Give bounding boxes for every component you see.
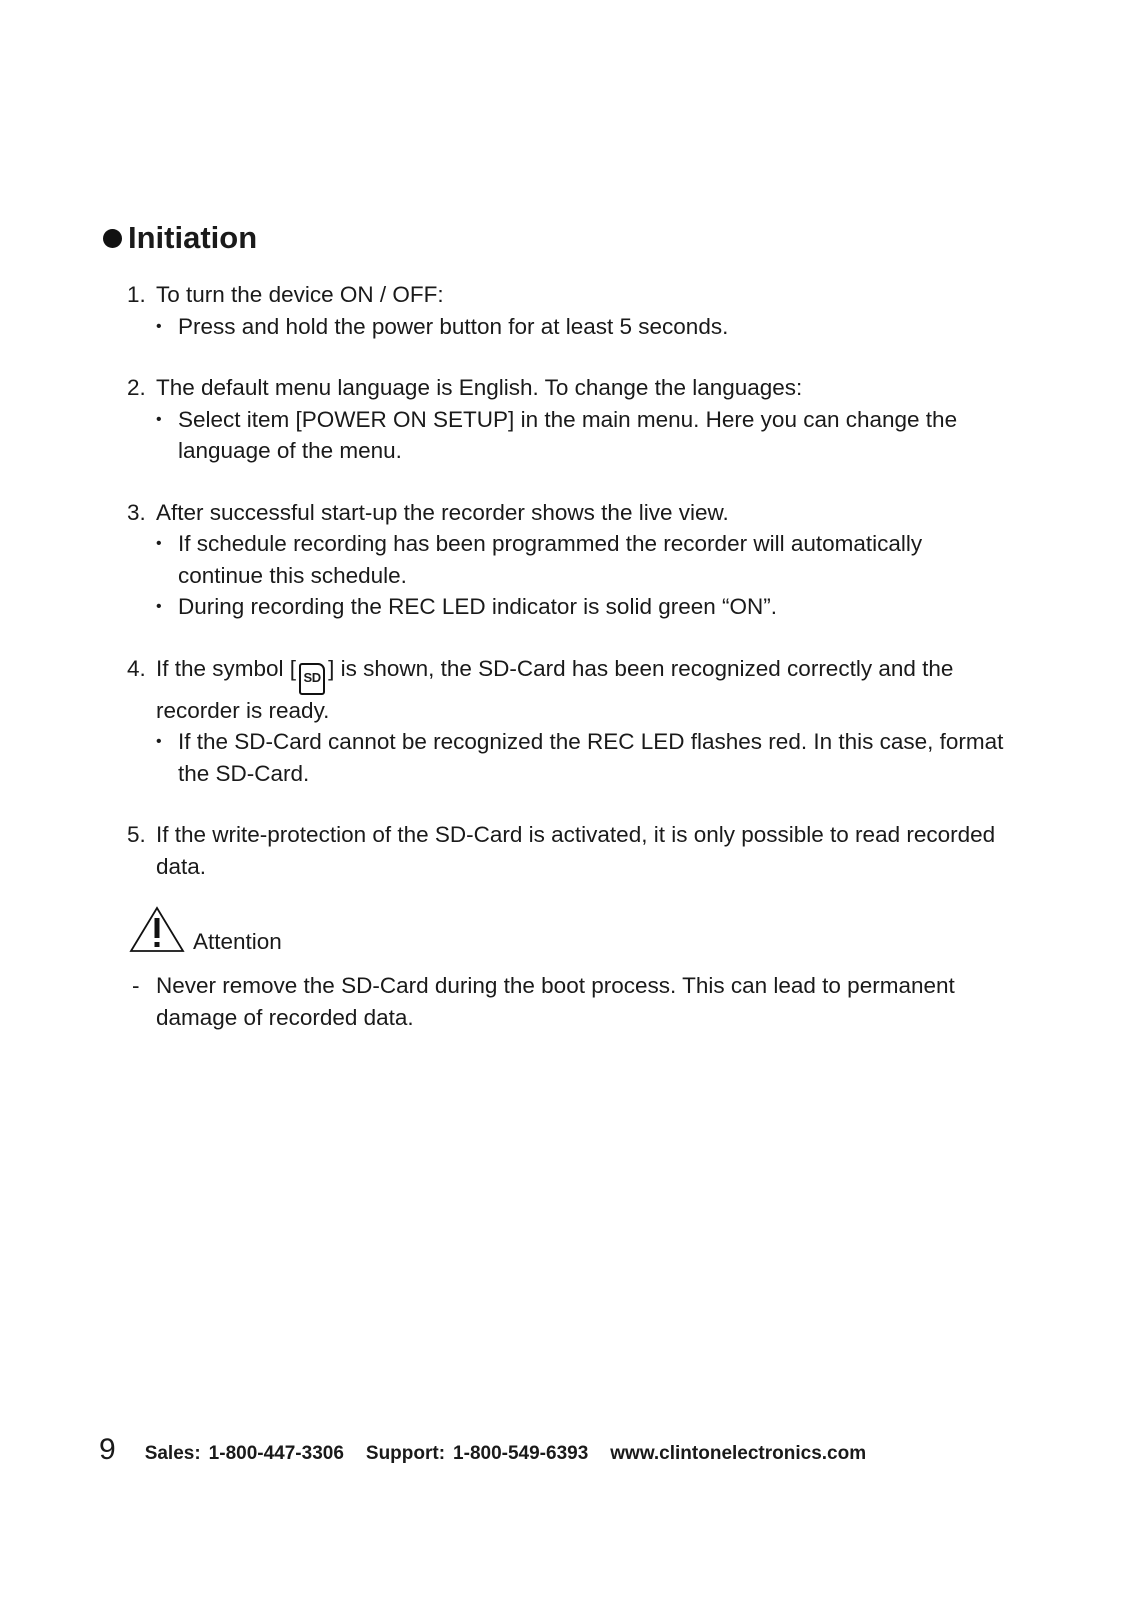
step-text-after-icon: ] is shown, the SD-Card has been recognized correctly and the recorder is ready.: [156, 655, 954, 723]
step-number: 5.: [127, 822, 146, 847]
website-link[interactable]: www.clintonelectronics.com: [610, 1443, 867, 1464]
support-phone: 1-800-549-6393: [453, 1443, 589, 1464]
section-heading: [103, 222, 257, 253]
bullet-icon: •: [156, 535, 162, 552]
page-footer: [99, 1433, 888, 1467]
bullet-icon: •: [156, 733, 162, 750]
attention-header: [127, 906, 1007, 958]
bullet-text: If the SD-Card cannot be recognized the REC LED flashes red. In this case, format the SD-Card.: [178, 729, 1004, 786]
bullet-icon: •: [156, 410, 162, 428]
bullet-icon: •: [156, 598, 162, 615]
step-item-2: [127, 372, 1007, 467]
heading-bullet-icon: [103, 229, 122, 248]
support-contact: [366, 1443, 588, 1465]
step-item-1: [127, 279, 1007, 342]
dash-marker: -: [132, 973, 140, 998]
step-item-5: [127, 819, 1007, 882]
sd-card-icon: SD: [299, 663, 325, 695]
sales-contact: [145, 1443, 344, 1465]
page-number: 9: [99, 1433, 116, 1466]
instructions-list: [127, 279, 1007, 1033]
sales-label: Sales:: [144, 1443, 201, 1464]
bullet-text: During recording the REC LED indicator is solid green “ON”.: [178, 594, 777, 619]
step-bullet: [156, 311, 1007, 343]
step-text: The default menu language is English. To change the languages:: [156, 375, 803, 400]
attention-text: Never remove the SD-Card during the boot process. This can lead to permanent damage of recorded data.: [156, 973, 955, 1030]
support-label: Support:: [365, 1443, 446, 1464]
section-title: Initiation: [128, 220, 258, 255]
step-bullet: [156, 528, 1007, 591]
step-bullet: [156, 726, 1007, 789]
step-item-3: [127, 497, 1007, 623]
step-number: 3.: [127, 499, 146, 525]
step-number: 4.: [127, 655, 146, 681]
step-bullet: [156, 404, 1007, 467]
sales-phone: 1-800-447-3306: [208, 1443, 344, 1464]
bullet-text: Select item [POWER ON SETUP] in the main menu. Here you can change the language of the menu.: [178, 406, 958, 463]
bullet-icon: •: [156, 317, 162, 335]
bullet-text: If schedule recording has been programmed the recorder will automatically continue this schedule.: [178, 531, 923, 588]
warning-triangle-icon: [129, 906, 185, 954]
bullet-text: Press and hold the power button for at least 5 seconds.: [178, 313, 729, 339]
step-item-4: [127, 653, 1007, 790]
attention-label: Attention: [193, 929, 282, 954]
step-text: After successful start-up the recorder shows the live view.: [156, 499, 729, 525]
step-text: If the write-protection of the SD-Card is activated, it is only possible to read recorded data.: [156, 822, 996, 879]
step-number: 1.: [127, 282, 146, 307]
step-text: [156, 653, 1007, 727]
attention-note: [127, 970, 1007, 1033]
step-number: 2.: [127, 375, 146, 400]
step-bullet: [156, 591, 1007, 623]
step-text: To turn the device ON / OFF:: [156, 282, 444, 307]
step-text-before-icon: If the symbol [: [156, 655, 297, 681]
